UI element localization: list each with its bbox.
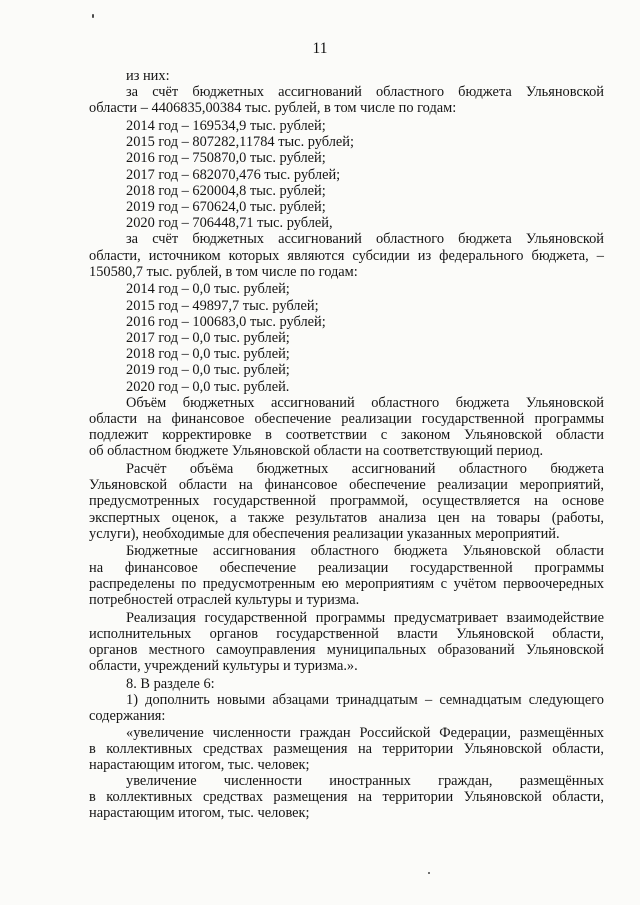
text-line: нарастающим итогом, тыс. человек; bbox=[89, 756, 310, 773]
text-line: предусмотренных государственной программой, осуществляется на основе bbox=[89, 493, 604, 510]
text-line: распределены по предусмотренным ею мероприятиям с учётом первоочередных bbox=[89, 575, 604, 592]
text-line: Объём бюджетных ассигнований областного бюджета Ульяновской bbox=[126, 394, 604, 411]
text-line: подлежит корректировке в соответствии с законом Ульяновской области bbox=[89, 427, 604, 444]
text-line: области – 4406835,00384 тыс. рублей, в том числе по годам: bbox=[89, 100, 457, 117]
text-line: 2017 год – 0,0 тыс. рублей; bbox=[126, 330, 290, 346]
text-line: за счёт бюджетных ассигнований областного бюджета Ульяновской bbox=[126, 231, 604, 248]
scan-speck bbox=[428, 872, 430, 874]
text-line: «увеличение численности граждан Российской Федерации, размещённых bbox=[126, 724, 604, 741]
text-line: содержания: bbox=[89, 708, 166, 725]
text-line: 2015 год – 49897,7 тыс. рублей; bbox=[126, 297, 319, 314]
scan-speck bbox=[92, 14, 94, 18]
text-line: увеличение численности иностранных граждан, размещённых bbox=[126, 773, 604, 790]
text-line: 8. В разделе 6: bbox=[126, 675, 215, 692]
text-line: 1) дополнить новыми абзацами тринадцатым – семнадцатым следующего bbox=[126, 692, 604, 709]
text-line: на финансовое обеспечение реализации государственной программы bbox=[89, 559, 604, 576]
text-line: области, учреждений культуры и туризма.». bbox=[89, 658, 358, 675]
document-body bbox=[89, 68, 604, 822]
page-number: 11 bbox=[312, 40, 328, 57]
text-line: об областном бюджете Ульяновской области на соответствующий период. bbox=[89, 443, 544, 460]
text-line: 2019 год – 670624,0 тыс. рублей; bbox=[126, 199, 326, 215]
text-line: Ульяновской области на финансовое обеспечение реализации мероприятий, bbox=[89, 477, 604, 494]
text-line: в коллективных средствах размещения на территории Ульяновской области, bbox=[89, 740, 604, 757]
text-line: Реализация государственной программы предусматривает взаимодействие bbox=[126, 609, 604, 626]
text-line: 2020 год – 706448,71 тыс. рублей, bbox=[126, 215, 333, 232]
text-line: нарастающим итогом, тыс. человек; bbox=[89, 805, 310, 822]
text-line: потребностей отраслей культуры и туризма. bbox=[89, 592, 360, 608]
text-line: Расчёт объёма бюджетных ассигнований областного бюджета bbox=[126, 461, 604, 477]
text-line: 2018 год – 0,0 тыс. рублей; bbox=[126, 346, 290, 363]
text-line: исполнительных органов государственной власти Ульяновской области, bbox=[89, 625, 604, 642]
text-line: 2015 год – 807282,11784 тыс. рублей; bbox=[126, 134, 355, 151]
text-line: 2020 год – 0,0 тыс. рублей. bbox=[126, 378, 290, 395]
text-line: органов местного самоуправления муниципальных образований Ульяновской bbox=[89, 642, 604, 659]
text-line: 2014 год – 0,0 тыс. рублей; bbox=[126, 281, 290, 298]
text-line: 2018 год – 620004,8 тыс. рублей; bbox=[126, 182, 326, 199]
text-line: 2016 год – 100683,0 тыс. рублей; bbox=[126, 313, 326, 330]
text-line: 2017 год – 682070,476 тыс. рублей; bbox=[126, 166, 341, 183]
text-line: из них: bbox=[126, 68, 170, 84]
text-line: за счёт бюджетных ассигнований областного бюджета Ульяновской bbox=[126, 84, 604, 101]
text-line: экспертных оценок, а также результатов анализа цен на товары (работы, bbox=[89, 509, 604, 526]
text-line: услуги), необходимые для обеспечения реализации указанных мероприятий. bbox=[89, 525, 560, 542]
text-line: 2019 год – 0,0 тыс. рублей; bbox=[126, 362, 290, 379]
text-line: Бюджетные ассигнования областного бюджета Ульяновской области bbox=[126, 543, 604, 560]
text-line: области, источником которых являются субсидии из федерального бюджета, – bbox=[89, 247, 604, 264]
text-line: 150580,7 тыс. рублей, в том числе по годам: bbox=[89, 263, 358, 280]
text-line: в коллективных средствах размещения на территории Ульяновской области, bbox=[89, 789, 604, 806]
text-line: 2016 год – 750870,0 тыс. рублей; bbox=[126, 150, 326, 167]
text-line: 2014 год – 169534,9 тыс. рублей; bbox=[126, 118, 326, 135]
text-line: области на финансовое обеспечение реализации государственной программы bbox=[89, 410, 604, 427]
